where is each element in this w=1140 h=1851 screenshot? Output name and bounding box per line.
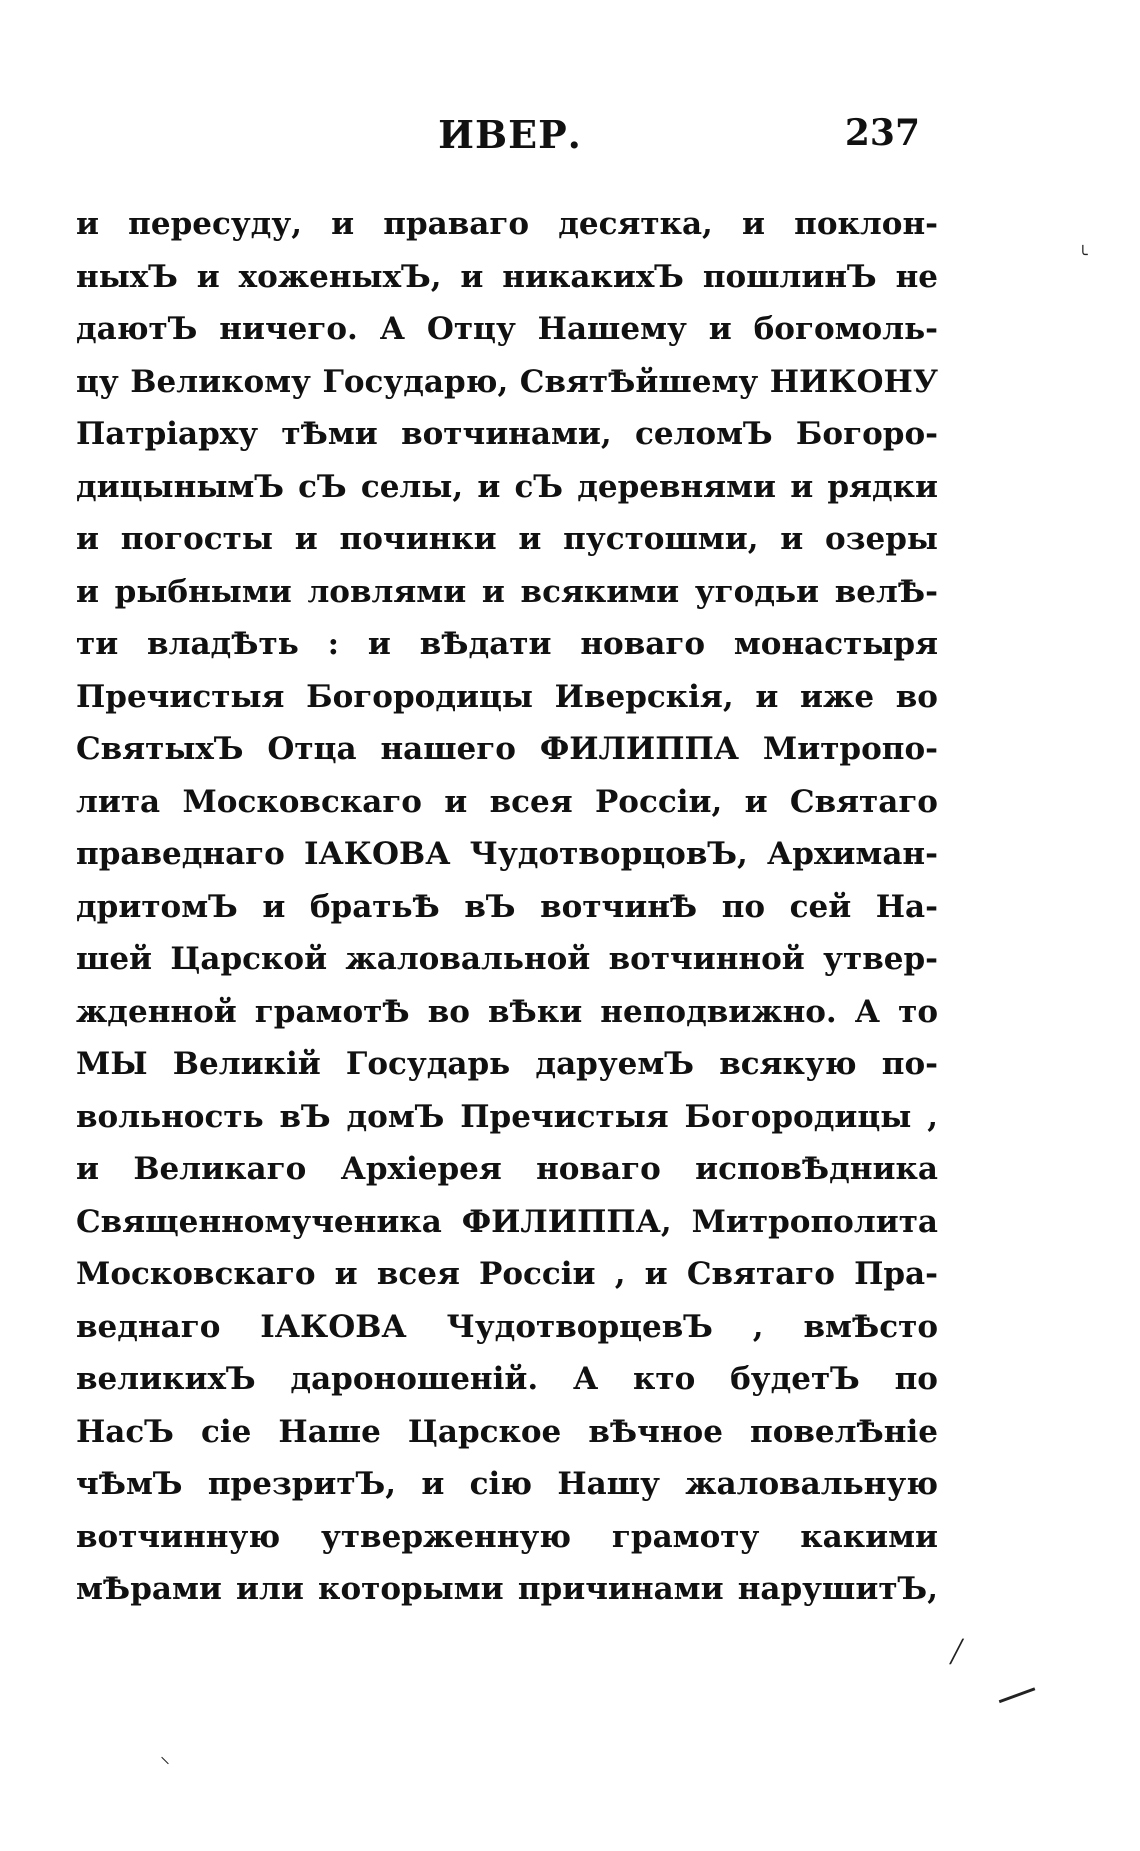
- text-line: НасЪ сіе Наше Царское вѢчное повелѢніе: [76, 1413, 938, 1450]
- text-line: и Великаго Архіерея новаго исповѢдника: [76, 1151, 938, 1187]
- scan-speck: ╱: [950, 1640, 964, 1665]
- text-line: праведнаго ІАКОВА ЧудотворцовЪ, Архиман-: [76, 836, 938, 872]
- text-line: вольность вЪ домЪ Пречистыя Богородицы ,: [76, 1098, 938, 1135]
- body-text: [76, 198, 938, 1616]
- text-line: мѢрами или которыми причинами нарушитЪ,: [76, 1571, 938, 1607]
- text-line: веднаго ІАКОВА ЧудотворцевЪ , вмѢсто: [76, 1308, 938, 1345]
- text-line: СвятыхЪ Отца нашего ФИЛИППА Митропо-: [76, 731, 938, 767]
- text-line: ныхЪ и хоженыхЪ, и никакихЪ пошлинЪ не: [76, 258, 938, 295]
- text-line: даютЪ ничего. А Отцу Нашему и богомоль-: [76, 311, 938, 347]
- running-title: ИВЕР.: [438, 112, 582, 157]
- running-head: [90, 112, 930, 162]
- text-line: и рыбными ловлями и всякими угодьи велѢ-: [76, 573, 938, 610]
- scan-speck: ╰: [1078, 245, 1088, 264]
- text-line: лита Московскаго и всея Россіи, и Святаго: [76, 783, 938, 820]
- text-line: Патріарху тѢми вотчинами, селомЪ Богоро-: [76, 416, 938, 452]
- scan-speck: —: [987, 1662, 1045, 1723]
- text-line: и погосты и починки и пустошми, и озеры: [76, 521, 938, 557]
- text-line: дицынымЪ сЪ селы, и сЪ деревнями и рядки: [76, 468, 938, 505]
- text-line: дритомЪ и братьѢ вЪ вотчинѢ по сей На-: [76, 888, 938, 925]
- scan-speck: ⸌: [160, 1752, 170, 1776]
- page-number: 237: [844, 112, 920, 154]
- text-line: Московскаго и всея Россіи , и Святаго Пра-: [76, 1256, 938, 1292]
- text-line: жденной грамотѢ во вѢки неподвижно. А то: [76, 993, 938, 1030]
- text-line: Пречистыя Богородицы Иверскія, и иже во: [76, 678, 938, 715]
- text-line: и пересуду, и праваго десятка, и поклон-: [76, 206, 938, 242]
- text-line: чѢмЪ презритЪ, и сію Нашу жаловальную: [76, 1466, 938, 1502]
- text-line: Священномученика ФИЛИППА, Митрополита: [76, 1203, 938, 1240]
- text-line: ти владѢть : и вѢдати новаго монастыря: [76, 626, 938, 662]
- text-line: вотчинную утверженную грамоту какими: [76, 1518, 938, 1555]
- text-line: МЫ Великій Государь даруемЪ всякую по-: [76, 1046, 938, 1082]
- text-line: цу Великому Государю, СвятѢйшему НИКОНУ: [76, 363, 938, 400]
- text-line: великихЪ дароношеній. А кто будетЪ по: [76, 1361, 938, 1397]
- text-line: шей Царской жаловальной вотчинной утвер-: [76, 941, 938, 977]
